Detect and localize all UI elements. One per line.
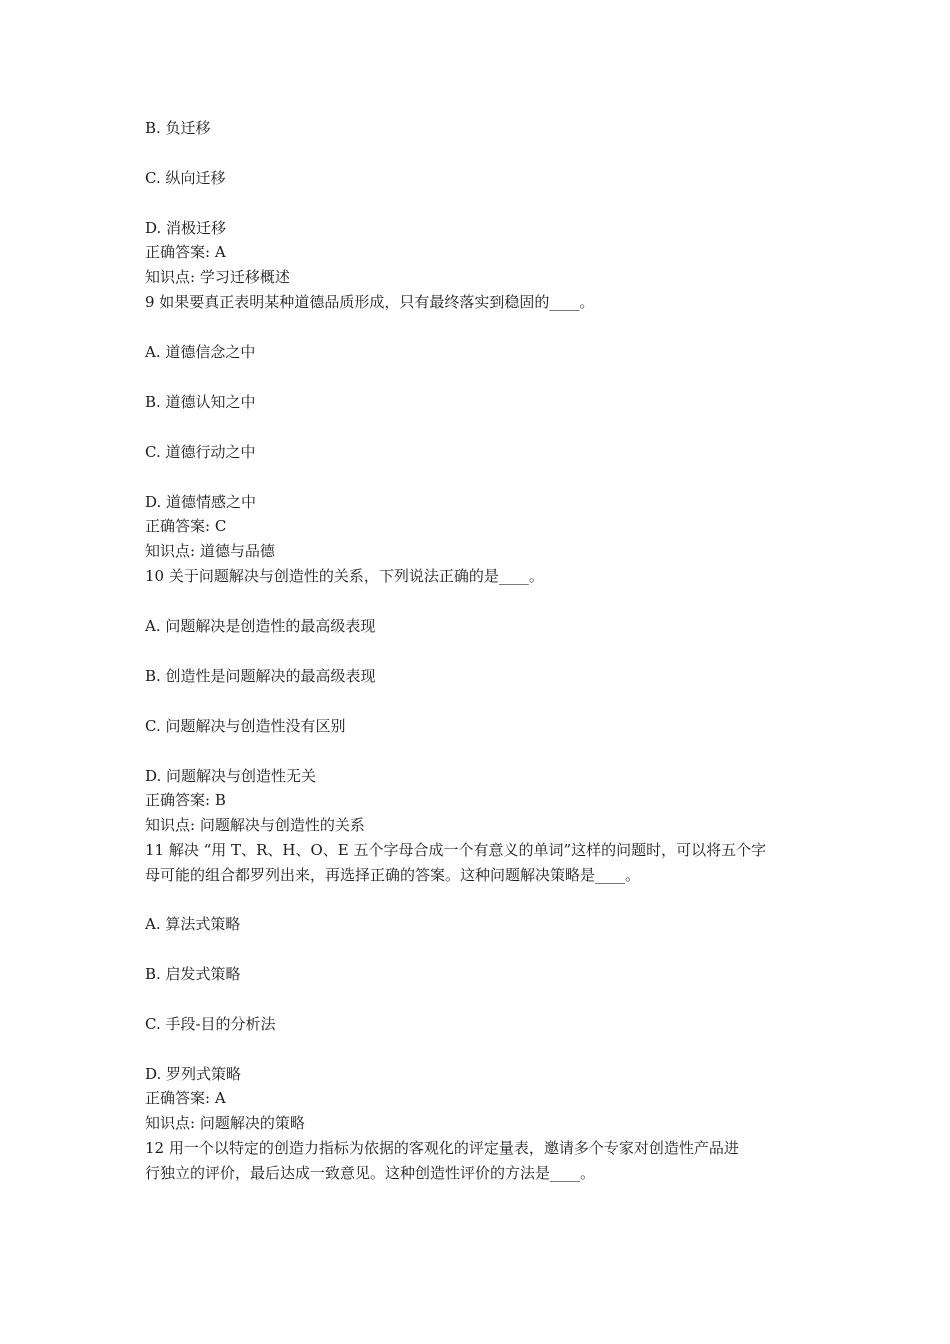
q9-option-d: D. 道德情感之中: [145, 493, 257, 511]
q9-answer: 正确答案: C: [145, 517, 227, 535]
q10-option-d: D. 问题解决与创造性无关: [145, 767, 317, 785]
q8-option-d: D. 消极迁移: [145, 219, 227, 237]
q10-stem: 10 关于问题解决与创造性的关系，下列说法正确的是____。: [145, 567, 544, 585]
q8-option-b: B. 负迁移: [145, 119, 211, 137]
q11-option-b: B. 启发式策略: [145, 965, 241, 983]
q10-option-b: B. 创造性是问题解决的最高级表现: [145, 667, 376, 685]
q11-stem-line2: 母可能的组合都罗列出来，再选择正确的答案。这种问题解决策略是____。: [145, 866, 641, 884]
q12-stem-line1: 12 用一个以特定的创造力指标为依据的客观化的评定量表，邀请多个专家对创造性产品进: [145, 1139, 739, 1157]
q11-option-a: A. 算法式策略: [145, 915, 241, 933]
q9-stem: 9 如果要真正表明某种道德品质形成，只有最终落实到稳固的____。: [145, 293, 595, 311]
q12-stem-line2: 行独立的评价，最后达成一致意见。这种创造性评价的方法是____。: [145, 1164, 596, 1182]
q11-answer: 正确答案: A: [145, 1089, 226, 1107]
q11-stem-line1: 11 解决 “用 T、R、H、O、E 五个字母合成一个有意义的单词”这样的问题时，可以将五个字: [145, 841, 767, 859]
q9-knowledge: 知识点: 道德与品德: [145, 542, 275, 560]
q11-option-c: C. 手段-目的分析法: [145, 1015, 276, 1033]
q9-option-b: B. 道德认知之中: [145, 393, 256, 411]
q10-option-a: A. 问题解决是创造性的最高级表现: [145, 617, 376, 635]
q10-answer: 正确答案: B: [145, 791, 226, 809]
q9-option-a: A. 道德信念之中: [145, 343, 256, 361]
q9-option-c: C. 道德行动之中: [145, 443, 256, 461]
q11-knowledge: 知识点: 问题解决的策略: [145, 1114, 305, 1132]
q8-option-c: C. 纵向迁移: [145, 169, 226, 187]
q10-option-c: C. 问题解决与创造性没有区别: [145, 717, 346, 735]
q8-answer: 正确答案: A: [145, 243, 226, 261]
q8-knowledge: 知识点: 学习迁移概述: [145, 268, 290, 286]
q11-option-d: D. 罗列式策略: [145, 1065, 242, 1083]
q10-knowledge: 知识点: 问题解决与创造性的关系: [145, 816, 365, 834]
